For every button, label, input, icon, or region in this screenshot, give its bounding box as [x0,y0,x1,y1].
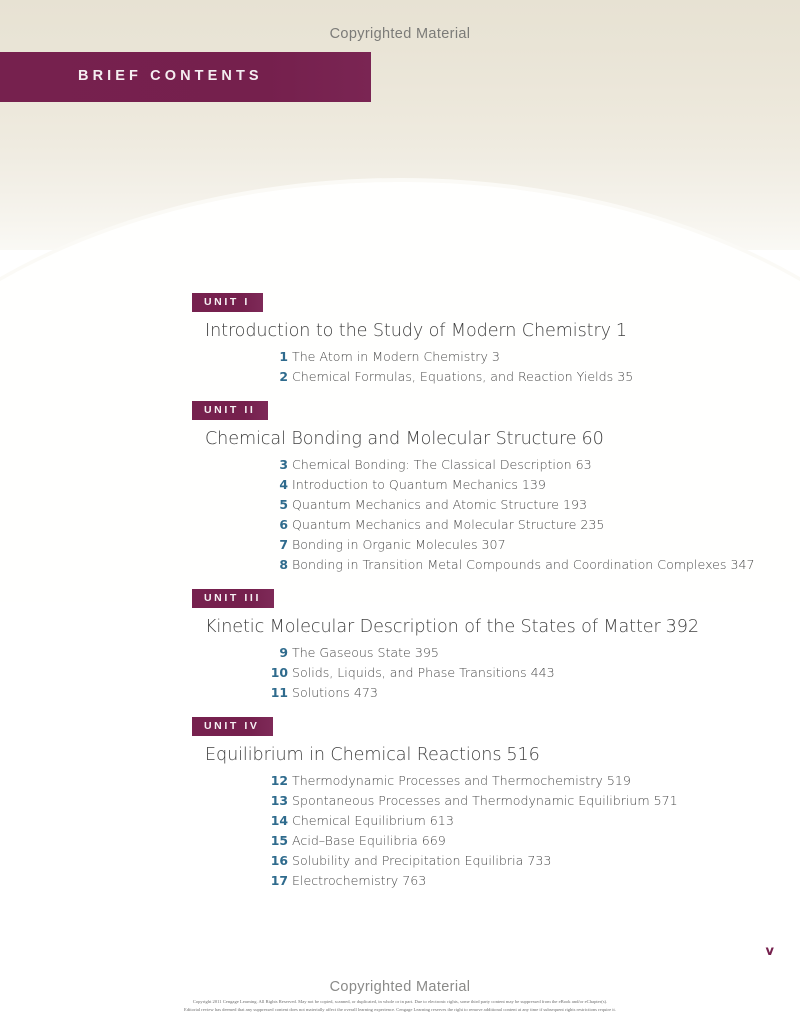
chapter-number: 15 [270,833,288,848]
legal-fineprint-line-2: Editorial review has deemed that any suppressed content does not materially affect the overall learning experience. Cengage Learning reserves the right to remove additional content at any time if subsequent rights restrictions require it. [184,1006,616,1012]
unit-page-number: 60 [581,429,604,449]
chapter-number: 12 [270,773,288,788]
unit-block [0,716,800,891]
chapter-page-number: 763 [402,873,427,888]
chapter-page-number: 669 [421,833,446,848]
unit-block [0,292,800,387]
chapter-title-text: Thermodynamic Processes and Thermochemistry [292,773,603,788]
chapter-number: 5 [279,497,288,512]
unit-title-text: Kinetic Molecular Description of the States of Matter [205,617,661,637]
chapter-title [292,515,604,535]
chapter-number: 11 [270,685,288,700]
chapter-number: 17 [270,873,288,888]
copyrighted-material-header: Copyrighted Material [329,26,471,42]
unit-block [0,588,800,703]
chapter-title [292,811,454,831]
page-title: BRIEF CONTENTS [78,68,263,84]
unit-title[interactable] [205,744,800,766]
chapter-title-text: Introduction to Quantum Mechanics [292,477,518,492]
chapter-title [292,831,446,851]
unit-page-number: 1 [615,321,627,341]
chapter-title [292,535,506,555]
chapter-title-text: Spontaneous Processes and Thermodynamic Equilibrium [292,793,650,808]
unit-title-text: Introduction to the Study of Modern Chemistry [205,321,611,341]
unit-title[interactable] [205,320,800,342]
unit-page-number: 392 [665,617,699,637]
chapter-title [292,455,592,475]
chapter-title [292,347,500,367]
chapter-title-text: The Gaseous State [292,645,411,660]
chapter-title [292,771,631,791]
contents-list [0,292,800,904]
chapter-number: 14 [270,813,288,828]
chapter-page-number: 235 [580,517,605,532]
chapter-title-text: Solids, Liquids, and Phase Transitions [292,665,527,680]
chapter-entry[interactable] [0,831,800,851]
chapter-number: 8 [279,557,288,572]
chapter-list [0,771,800,891]
chapter-title-text: Quantum Mechanics and Atomic Structure [292,497,560,512]
chapter-entry[interactable] [0,811,800,831]
chapter-number: 6 [279,517,288,532]
chapter-entry[interactable] [0,871,800,891]
chapter-entry[interactable] [0,791,800,811]
chapter-entry[interactable] [0,771,800,791]
chapter-title-text: Chemical Bonding: The Classical Description [292,457,572,472]
chapter-entry[interactable] [0,347,800,367]
chapter-entry[interactable] [0,475,800,495]
unit-badge: UNIT IV [192,717,273,736]
unit-title-text: Equilibrium in Chemical Reactions [205,745,502,765]
chapter-title-text: Solubility and Precipitation Equilibria [292,853,524,868]
unit-page-number: 516 [506,745,540,765]
unit-title-text: Chemical Bonding and Molecular Structure [205,429,577,449]
unit-title[interactable] [205,616,800,638]
chapter-title-text: Solutions [292,685,350,700]
chapter-title-text: Bonding in Transition Metal Compounds and Coordination Complexes [292,557,727,572]
chapter-page-number: 473 [353,685,378,700]
chapter-list [0,643,800,703]
unit-title[interactable] [205,428,800,450]
unit-badge: UNIT I [192,293,263,312]
legal-fineprint-line-1: Copyright 2011 Cengage Learning. All Rights Reserved. May not be copied, scanned, or duplicated, in whole or in part. Due to electronic rights, some third party content may be suppressed from the eBook and/or eChapter(s). [192,999,608,1004]
page-number: v [765,944,774,959]
chapter-page-number: 443 [530,665,555,680]
legal-fineprint [0,998,800,1013]
chapter-entry[interactable] [0,555,800,575]
chapter-entry[interactable] [0,643,800,663]
chapter-title [292,475,546,495]
chapter-number: 13 [270,793,288,808]
unit-badge: UNIT III [192,589,274,608]
chapter-title [292,495,587,515]
chapter-page-number: 347 [730,557,755,572]
chapter-page-number: 35 [617,369,634,384]
chapter-title [292,643,439,663]
chapter-entry[interactable] [0,851,800,871]
copyrighted-material-footer: Copyrighted Material [329,979,471,995]
chapter-number: 9 [279,645,288,660]
chapter-title [292,851,551,871]
unit-badge: UNIT II [192,401,268,420]
chapter-title [292,555,755,575]
chapter-page-number: 193 [563,497,588,512]
chapter-number: 7 [279,537,288,552]
chapter-entry[interactable] [0,683,800,703]
chapter-title-text: Chemical Formulas, Equations, and Reaction Yields [292,369,614,384]
chapter-entry[interactable] [0,367,800,387]
chapter-title [292,791,678,811]
chapter-page-number: 395 [414,645,439,660]
chapter-entry[interactable] [0,663,800,683]
chapter-page-number: 613 [429,813,454,828]
chapter-title [292,871,426,891]
chapter-title-text: Chemical Equilibrium [292,813,426,828]
chapter-number: 2 [279,369,288,384]
chapter-number: 16 [270,853,288,868]
chapter-entry[interactable] [0,535,800,555]
chapter-page-number: 733 [527,853,552,868]
chapter-entry[interactable] [0,495,800,515]
chapter-number: 4 [279,477,288,492]
chapter-title-text: The Atom in Modern Chemistry [292,349,488,364]
chapter-number: 1 [279,349,288,364]
chapter-title-text: Electrochemistry [292,873,399,888]
chapter-entry[interactable] [0,515,800,535]
chapter-title [292,663,555,683]
chapter-entry[interactable] [0,455,800,475]
unit-block [0,400,800,575]
chapter-list [0,347,800,387]
chapter-page-number: 139 [521,477,546,492]
chapter-page-number: 63 [575,457,592,472]
chapter-page-number: 519 [606,773,631,788]
chapter-title [292,683,378,703]
chapter-list [0,455,800,575]
chapter-number: 3 [279,457,288,472]
chapter-title-text: Quantum Mechanics and Molecular Structure [292,517,577,532]
chapter-page-number: 307 [481,537,506,552]
chapter-page-number: 3 [491,349,500,364]
chapter-title-text: Bonding in Organic Molecules [292,537,478,552]
chapter-title [292,367,633,387]
chapter-number: 10 [270,665,288,680]
chapter-page-number: 571 [653,793,678,808]
chapter-title-text: Acid–Base Equilibria [292,833,418,848]
